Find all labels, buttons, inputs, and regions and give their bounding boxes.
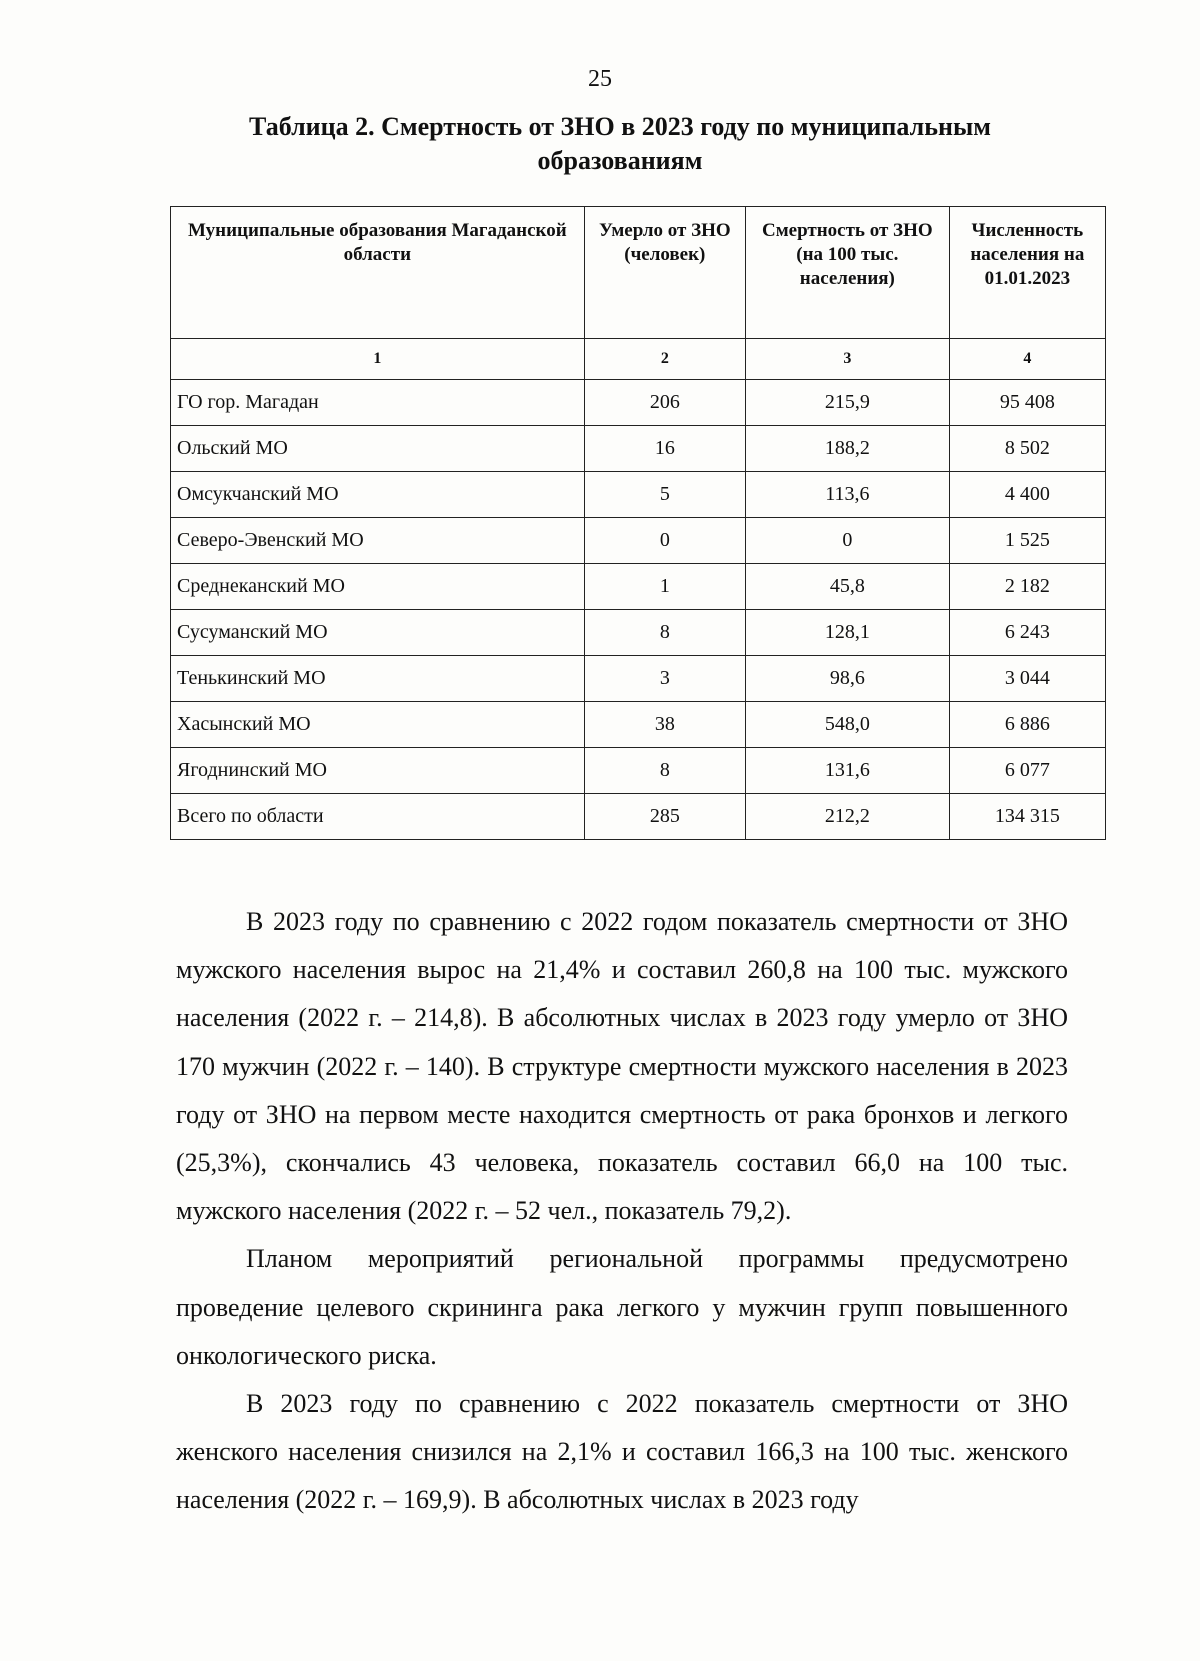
mortality-table (170, 206, 1106, 840)
table-row (171, 702, 1106, 748)
cell-municipality: ГО гор. Магадан (171, 380, 585, 426)
header-population: Численность населения на 01.01.2023 (949, 207, 1105, 339)
table-column-numbers-row (171, 339, 1106, 380)
cell-mortality-rate: 215,9 (746, 380, 950, 426)
table-row (171, 380, 1106, 426)
table-row-total (171, 794, 1106, 840)
cell-mortality-rate: 98,6 (746, 656, 950, 702)
cell-mortality-rate: 188,2 (746, 426, 950, 472)
cell-deaths: 3 (584, 656, 745, 702)
cell-mortality-rate: 45,8 (746, 564, 950, 610)
cell-municipality: Ольский МО (171, 426, 585, 472)
cell-population: 3 044 (949, 656, 1105, 702)
cell-mortality-rate: 131,6 (746, 748, 950, 794)
paragraph-screening-plan: Планом мероприятий региональной программы предусмотрено проведение целевого скрининга рака легкого у мужчин групп повышенного онкологического риска. (176, 1244, 1068, 1370)
table-title: Таблица 2. Смертность от ЗНО в 2023 году по муниципальным образованиям (249, 112, 991, 175)
cell-mortality-rate: 113,6 (746, 472, 950, 518)
header-deaths: Умерло от ЗНО (человек) (584, 207, 745, 339)
table-row (171, 426, 1106, 472)
header-municipality: Муниципальные образования Магаданской области (171, 207, 585, 339)
column-number: 3 (746, 339, 950, 380)
table-row (171, 564, 1106, 610)
cell-deaths: 0 (584, 518, 745, 564)
cell-deaths: 16 (584, 426, 745, 472)
table-row (171, 656, 1106, 702)
cell-municipality: Омсукчанский МО (171, 472, 585, 518)
cell-municipality: Тенькинский МО (171, 656, 585, 702)
table-row (171, 472, 1106, 518)
cell-deaths: 285 (584, 794, 745, 840)
table-row (171, 748, 1106, 794)
cell-municipality: Ягоднинский МО (171, 748, 585, 794)
body-text (176, 898, 1068, 1525)
table-row (171, 518, 1106, 564)
cell-municipality: Сусуманский МО (171, 610, 585, 656)
cell-population: 4 400 (949, 472, 1105, 518)
cell-population: 134 315 (949, 794, 1105, 840)
cell-population: 8 502 (949, 426, 1105, 472)
cell-population: 6 077 (949, 748, 1105, 794)
cell-deaths: 8 (584, 610, 745, 656)
page-number: 25 (588, 66, 612, 92)
cell-population: 2 182 (949, 564, 1105, 610)
table-row (171, 610, 1106, 656)
column-number: 2 (584, 339, 745, 380)
header-mortality-rate: Смертность от ЗНО (на 100 тыс. населения) (746, 207, 950, 339)
cell-population: 6 243 (949, 610, 1105, 656)
cell-deaths: 5 (584, 472, 745, 518)
cell-mortality-rate: 548,0 (746, 702, 950, 748)
paragraph-female-mortality: В 2023 году по сравнению с 2022 показатель смертности от ЗНО женского населения снизился на 2,1% и составил 166,3 на 100 тыс. женского населения (2022 г. – 169,9). В абсолютных числах в 2023 году (176, 1389, 1068, 1515)
cell-municipality: Хасынский МО (171, 702, 585, 748)
cell-mortality-rate: 128,1 (746, 610, 950, 656)
table-header-row (171, 207, 1106, 339)
cell-deaths: 38 (584, 702, 745, 748)
cell-population: 1 525 (949, 518, 1105, 564)
cell-deaths: 8 (584, 748, 745, 794)
cell-municipality: Северо-Эвенский МО (171, 518, 585, 564)
column-number: 4 (949, 339, 1105, 380)
cell-population: 95 408 (949, 380, 1105, 426)
cell-mortality-rate: 0 (746, 518, 950, 564)
cell-deaths: 1 (584, 564, 745, 610)
paragraph-male-mortality: В 2023 году по сравнению с 2022 годом показатель смертности от ЗНО мужского населения вырос на 21,4% и составил 260,8 на 100 тыс. мужского населения (2022 г. – 214,8). В абсолютных числах в 2023 году умерло от ЗНО 170 мужчин (2022 г. – 140). В структуре смертности мужского населения в 2023 году от ЗНО на первом месте находится смертность от рака бронхов и легкого (25,3%), скончались 43 человека, показатель составил 66,0 на 100 тыс. мужского населения (2022 г. – 52 чел., показатель 79,2). (176, 907, 1068, 1226)
cell-population: 6 886 (949, 702, 1105, 748)
cell-deaths: 206 (584, 380, 745, 426)
cell-municipality: Среднеканский МО (171, 564, 585, 610)
column-number: 1 (171, 339, 585, 380)
cell-mortality-rate: 212,2 (746, 794, 950, 840)
cell-municipality: Всего по области (171, 794, 585, 840)
